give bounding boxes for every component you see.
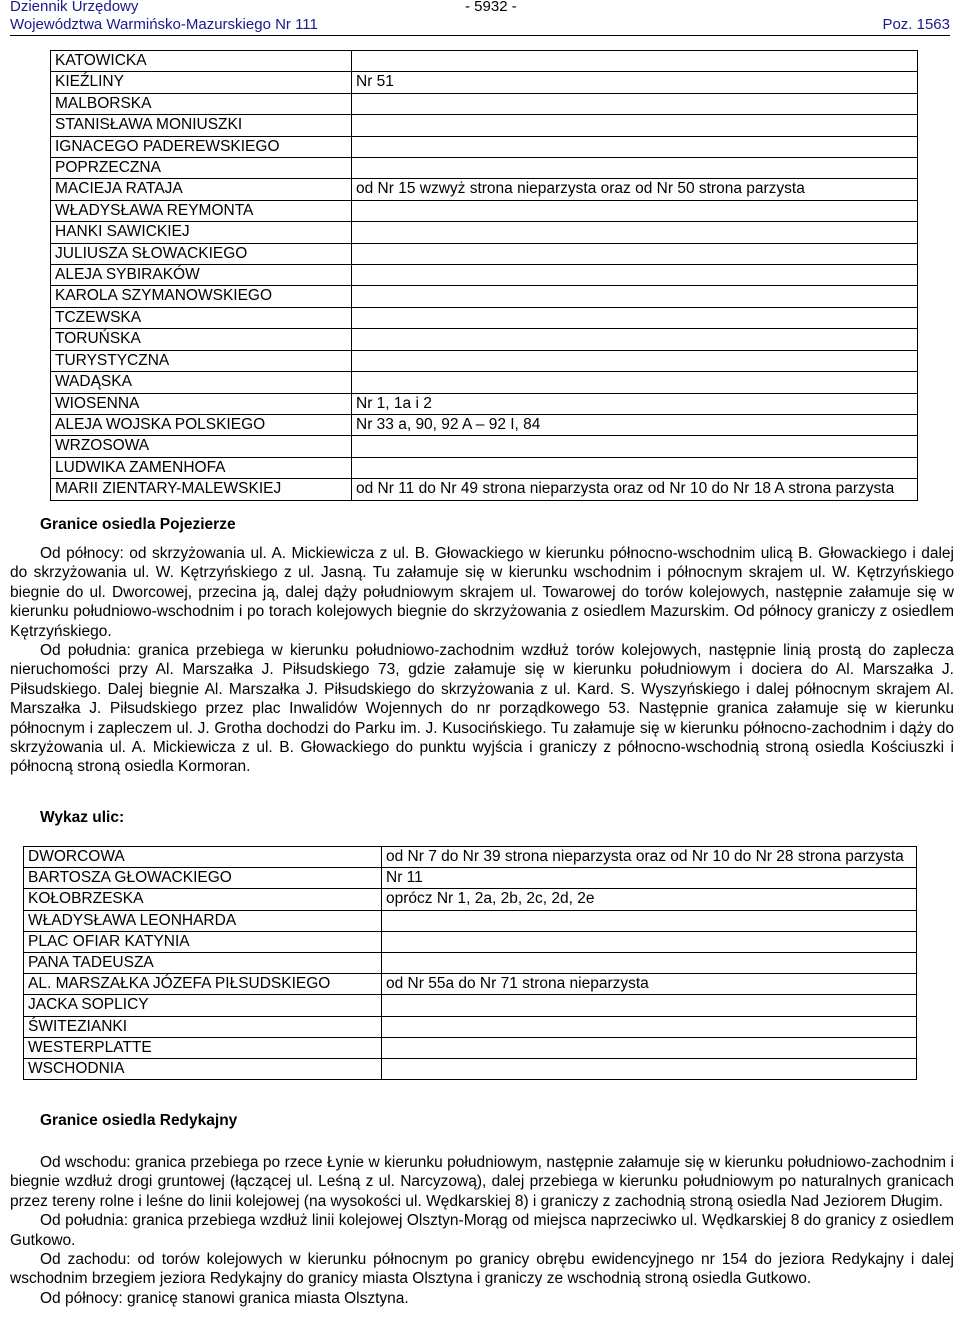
table-row [51,179,918,200]
street-numbers [352,457,918,478]
table-row [51,243,918,264]
street-numbers: oprócz Nr 1, 2a, 2b, 2c, 2d, 2e [382,889,917,910]
street-name: HANKI SAWICKIEJ [51,222,352,243]
street-name: AL. MARSZAŁKA JÓZEFA PIŁSUDSKIEGO [24,974,382,995]
paragraph: Od północy: granicę stanowi granica miasta Olsztyna. [40,1289,409,1307]
table-row [24,847,917,868]
street-numbers [352,158,918,179]
paragraph: Od zachodu: od torów kolejowych w kierunku północnym po granicy obrębu ewidencyjnego nr 154 do jeziora Redykajny i dalej wschodnim brzegiem jeziora Redykajny do granicy miasta Olsztyna i graniczy ze wschodnią stroną osiedla Gutkowo. [10,1251,954,1288]
street-name: IGNACEGO PADEREWSKIEGO [51,136,352,157]
table-row [24,995,917,1016]
street-name: JULIUSZA SŁOWACKIEGO [51,243,352,264]
street-numbers [382,995,917,1016]
redykajny-description [10,1153,954,1308]
street-numbers [352,200,918,221]
street-name: MACIEJA RATAJA [51,179,352,200]
street-name: WRZOSOWA [51,436,352,457]
table-row [51,307,918,328]
header-rule [10,35,950,36]
street-table-1 [50,50,918,501]
street-numbers [352,329,918,350]
street-numbers [382,1037,917,1058]
page-number: - 5932 - [465,0,517,15]
table-row [51,136,918,157]
table-row [24,931,917,952]
street-name: ALEJA WOJSKA POLSKIEGO [51,414,352,435]
street-numbers: od Nr 11 do Nr 49 strona nieparzysta oraz od Nr 10 do Nr 18 A strona parzysta [352,479,918,500]
street-name: PLAC OFIAR KATYNIA [24,931,382,952]
street-name: BARTOSZA GŁOWACKIEGO [24,868,382,889]
street-numbers [382,931,917,952]
voivodeship-issue: Województwa Warmińsko-Mazurskiego Nr 111 [10,16,318,33]
table-row [51,457,918,478]
street-numbers [382,953,917,974]
street-numbers [382,910,917,931]
street-name: KATOWICKA [51,51,352,72]
table-row [24,910,917,931]
street-numbers [352,372,918,393]
street-name: ALEJA SYBIRAKÓW [51,265,352,286]
table-row [51,93,918,114]
table-row [51,158,918,179]
street-numbers: Nr 11 [382,868,917,889]
street-numbers [352,136,918,157]
pojezierze-description [10,544,954,777]
street-name: ŚWITEZIANKI [24,1016,382,1037]
street-name: PANA TADEUSZA [24,953,382,974]
section-heading-redykajny: Granice osiedla Redykajny [40,1112,238,1129]
street-name: TCZEWSKA [51,307,352,328]
table-row [51,222,918,243]
street-numbers [352,350,918,371]
street-name: MARII ZIENTARY-MALEWSKIEJ [51,479,352,500]
street-numbers: Nr 33 a, 90, 92 A – 92 I, 84 [352,414,918,435]
table-row [24,889,917,910]
journal-name: Dziennik Urzędowy [10,0,139,15]
section-heading-pojezierze: Granice osiedla Pojezierze [40,516,236,533]
street-name: JACKA SOPLICY [24,995,382,1016]
street-name: WSCHODNIA [24,1059,382,1080]
street-name: KIEŹLINY [51,72,352,93]
street-name: WŁADYSŁAWA LEONHARDA [24,910,382,931]
table-row [51,372,918,393]
table-row [51,200,918,221]
table-row [51,414,918,435]
table-row [24,953,917,974]
street-numbers: od Nr 7 do Nr 39 strona nieparzysta oraz od Nr 10 do Nr 28 strona parzysta [382,847,917,868]
street-numbers [352,243,918,264]
street-name: KOŁOBRZESKA [24,889,382,910]
table-row [51,393,918,414]
table-row [51,286,918,307]
street-numbers [352,93,918,114]
table-row [51,350,918,371]
street-name: TURYSTYCZNA [51,350,352,371]
table-row [51,115,918,136]
paragraph: Od północy: od skrzyżowania ul. A. Mickiewicza z ul. B. Głowackiego w kierunku północno-wschodnim ulicą B. Głowackiego i dalej do skrzyżowania ul. W. Kętrzyńskiego z ul. Jasną. Tu załamuje się w kierunku wschodnim i północnym skrajem ul. W. Kętrzyńskiego biegnie do ul. Dworcowej, przecina ją, dalej dąży południowym skrajem ul. Towarowej do torów kolejowych, następnie załamuje się w kierunku południowo-wschodnim i po torach kolejowych biegnie do skrzyżowania z osiedlem Mazurskim. Od północy graniczy z osiedlem Kętrzyńskiego. [10,545,954,640]
table-row [24,974,917,995]
table-row [51,329,918,350]
table-row [24,1037,917,1058]
table-row [24,868,917,889]
table-row [51,51,918,72]
street-numbers [352,265,918,286]
table-row [51,479,918,500]
street-name: WADĄSKA [51,372,352,393]
table-row [51,265,918,286]
street-numbers [382,1059,917,1080]
paragraph: Od południa: granica przebiega w kierunku południowo-zachodnim wzdłuż torów kolejowych, następnie linią prostą do zaplecza nieruchomości przy Al. Marszałka J. Piłsudskiego 73, gdzie załamuje się w kierunku południowym i dociera do Al. Marszałka J. Piłsudskiego. Dalej biegnie Al. Marszałka J. Piłsudskiego do skrzyżowania z ul. Kard. S. Wyszyńskiego i dalej północnym skrajem Al. Marszałka J. Piłsudskiego przez plac Inwalidów Wojennych do nr porządkowego 53. Następnie granica załamuje się w kierunku północnym i zapleczem ul. J. Grotha dochodzi do Parku im. J. Kusocińskiego. Tu załamuje się w kierunku północno-zachodnim i dąży do skrzyżowania ul. A. Mickiewicza z ul. B. Głowackiego do punktu wyjścia i graniczy z północno-wschodnią stroną osiedla Kościuszki i północną stroną osiedla Kormoran. [10,642,954,776]
street-numbers [352,286,918,307]
street-name: TORUŃSKA [51,329,352,350]
street-numbers [352,115,918,136]
street-name: LUDWIKA ZAMENHOFA [51,457,352,478]
street-name: WIOSENNA [51,393,352,414]
street-numbers [352,436,918,457]
street-numbers: od Nr 15 wzwyż strona nieparzysta oraz od Nr 50 strona parzysta [352,179,918,200]
street-name: POPRZECZNA [51,158,352,179]
position-number: Poz. 1563 [882,16,950,33]
street-name: KAROLA SZYMANOWSKIEGO [51,286,352,307]
street-numbers [382,1016,917,1037]
street-name: STANISŁAWA MONIUSZKI [51,115,352,136]
street-name: MALBORSKA [51,93,352,114]
street-table-2 [23,846,917,1080]
street-name: WŁADYSŁAWA REYMONTA [51,200,352,221]
street-numbers: od Nr 55a do Nr 71 strona nieparzysta [382,974,917,995]
street-numbers: Nr 1, 1a i 2 [352,393,918,414]
table-row [24,1016,917,1037]
table-row [51,436,918,457]
paragraph: Od południa: granica przebiega wzdłuż linii kolejowej Olsztyn-Morąg od miejsca naprzeciwko ul. Wędkarskiej 8 do granicy z osiedlem Gutkowo. [10,1212,954,1249]
street-numbers [352,51,918,72]
wykaz-heading: Wykaz ulic: [40,809,125,826]
street-name: DWORCOWA [24,847,382,868]
street-numbers [352,222,918,243]
table-row [24,1059,917,1080]
street-name: WESTERPLATTE [24,1037,382,1058]
table-row [51,72,918,93]
street-numbers [352,307,918,328]
street-numbers: Nr 51 [352,72,918,93]
paragraph: Od wschodu: granica przebiega po rzece Łynie w kierunku południowym, następnie załamuje się w kierunku południowo-zachodnim i biegnie wzdłuż drogi gruntowej (łączącej ul. Leśną z ul. Narcyzową), dalej przebiega w kierunku południowym po naturalnych granicach przez tereny rolne i leśne do linii kolejowej (na wysokości ul. Wędkarskiej 8) i graniczy z zachodnią stroną osiedla Nad Jeziorem Długim. [10,1154,954,1210]
